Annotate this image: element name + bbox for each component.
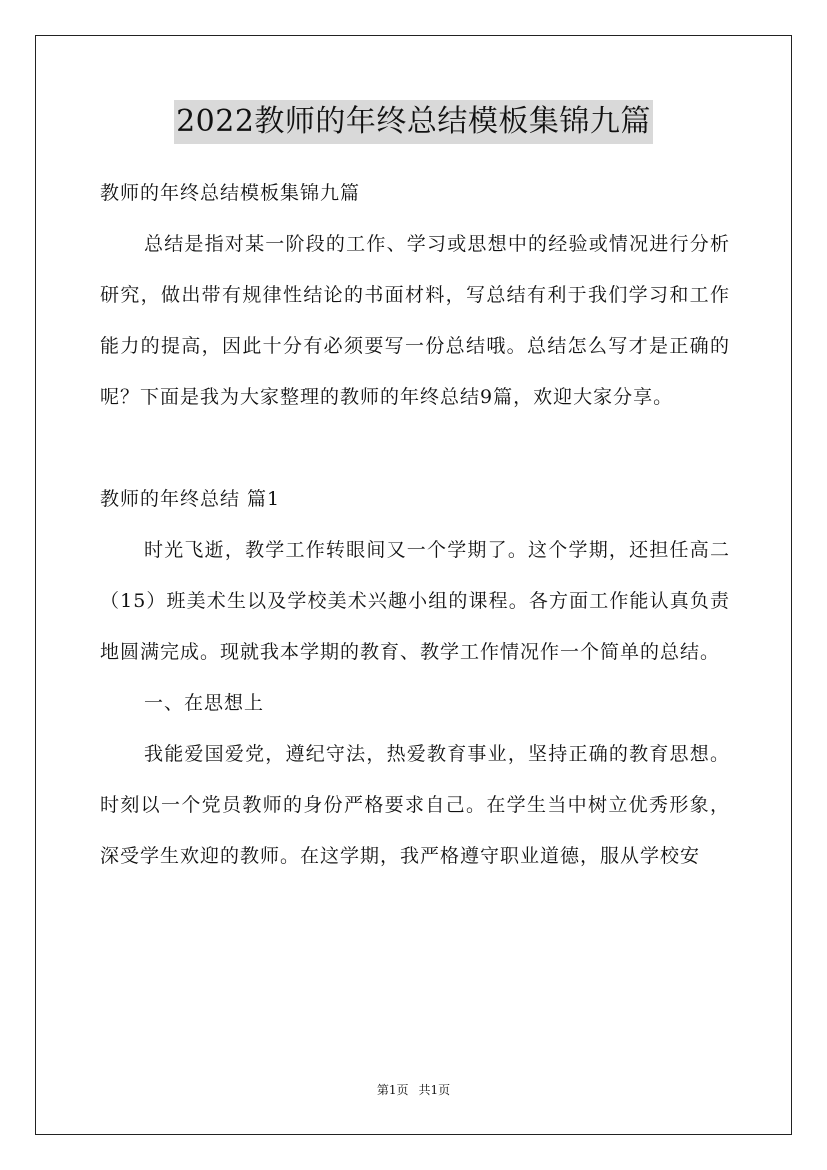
- section-paragraph-2: 我能爱国爱党，遵纪守法，热爱教育事业，坚持正确的教育思想。时刻以一个党员教师的身份严格要求自己。在学生当中树立优秀形象，深受学生欢迎的教师。在这学期，我严格遵守职业道德，服从学校安: [100, 743, 730, 867]
- section-heading: 教师的年终总结 篇1: [100, 488, 281, 510]
- page-number: 第1页: [376, 1083, 409, 1097]
- document-body: [100, 168, 730, 882]
- page-footer: [0, 1082, 827, 1098]
- document-subtitle: 教师的年终总结模板集锦九篇: [100, 182, 361, 204]
- intro-paragraph: 总结是指对某一阶段的工作、学习或思想中的经验或情况进行分析研究，做出带有规律性结论的书面材料，写总结有利于我们学习和工作能力的提高，因此十分有必须要写一份总结哦。总结怎么写才是正确的呢？下面是我为大家整理的教师的年终总结9篇，欢迎大家分享。: [100, 233, 730, 408]
- page-total: 共1页: [418, 1083, 451, 1097]
- title-container: [0, 100, 827, 144]
- document-title: 2022教师的年终总结模板集锦九篇: [174, 100, 653, 144]
- subheading-thought: 一、在思想上: [144, 692, 265, 714]
- section-paragraph-1: 时光飞逝，教学工作转眼间又一个学期了。这个学期，还担任高二（15）班美术生以及学校美术兴趣小组的课程。各方面工作能认真负责地圆满完成。现就我本学期的教育、教学工作情况作一个简单的总结。: [100, 539, 730, 663]
- blank-line: [100, 423, 730, 474]
